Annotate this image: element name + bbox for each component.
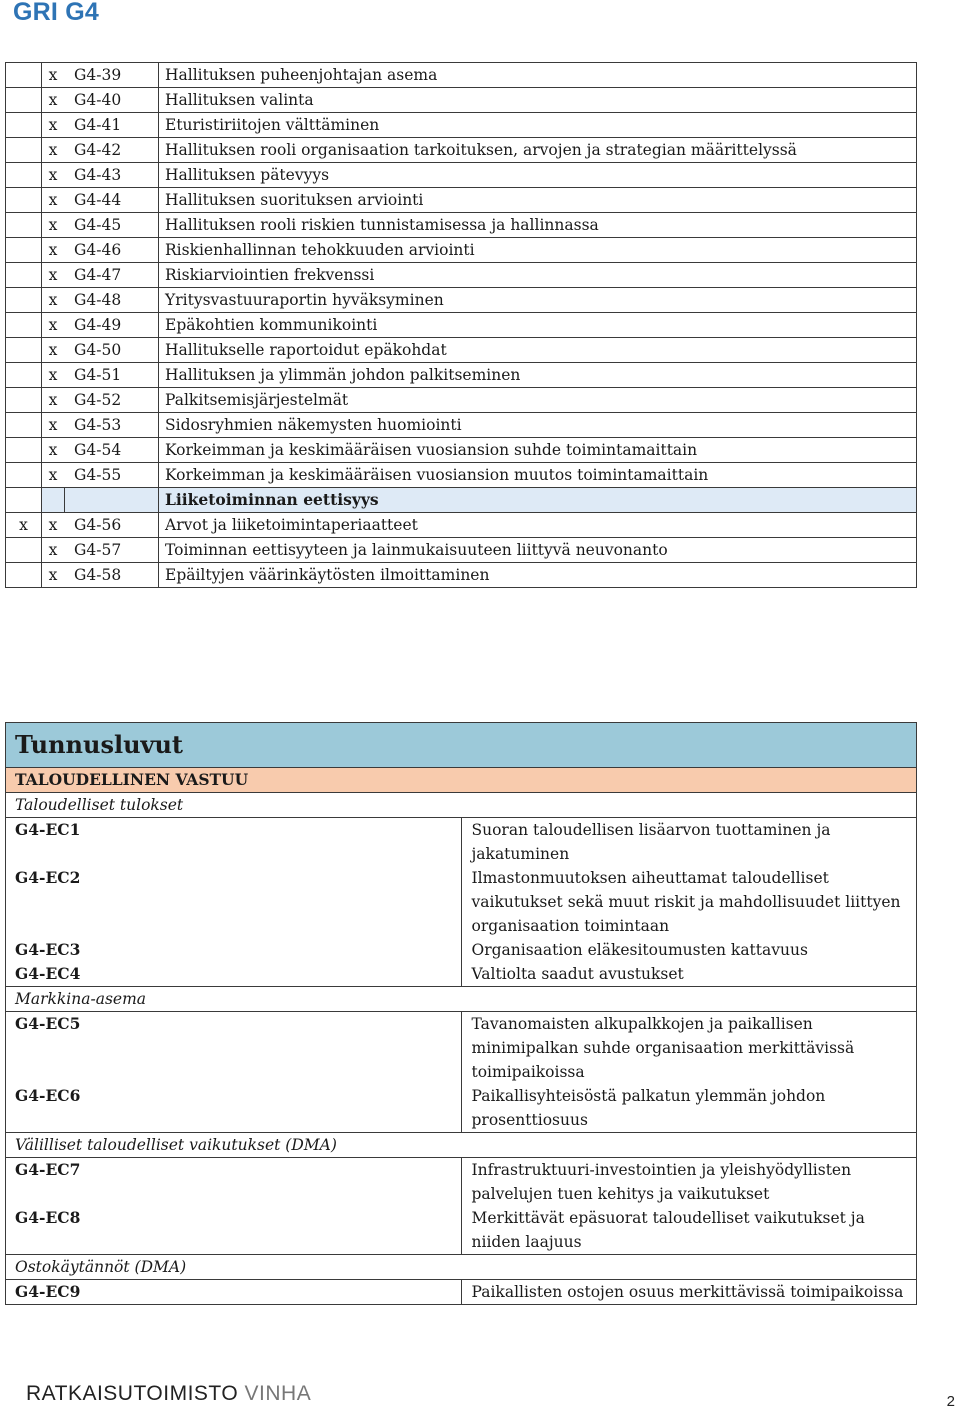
gri-mark-1	[6, 363, 42, 388]
gri-mark-1	[6, 263, 42, 288]
gri-mark-2: x	[42, 538, 65, 563]
indicator-row	[6, 1206, 917, 1255]
indicator-row	[6, 962, 917, 987]
gri-empty-cell	[64, 488, 159, 513]
indicator-row	[6, 1012, 917, 1085]
gri-mark-2: x	[42, 438, 65, 463]
gri-description: Hallituksen ja ylimmän johdon palkitseminen	[159, 363, 917, 388]
gri-mark-1	[6, 138, 42, 163]
taloudellinen-vastuu-heading: TALOUDELLINEN VASTUU	[6, 768, 917, 793]
indicator-description: Infrastruktuuri-investointien ja yleishyödyllisten palvelujen tuen kehitys ja vaikutukset	[461, 1158, 917, 1207]
gri-row	[6, 388, 917, 413]
indicator-row	[6, 866, 917, 938]
gri-row	[6, 63, 917, 88]
logo-light-text: VINHA	[244, 1382, 312, 1405]
indicator-code: G4-EC2	[6, 866, 462, 938]
gri-mark-1: x	[6, 513, 42, 538]
gri-code: G4-41	[64, 113, 159, 138]
gri-mark-1	[6, 413, 42, 438]
gri-code: G4-43	[64, 163, 159, 188]
gri-mark-2: x	[42, 163, 65, 188]
category-label: Markkina-asema	[6, 987, 917, 1012]
gri-row	[6, 513, 917, 538]
indicator-code: G4-EC8	[6, 1206, 462, 1255]
gri-code: G4-44	[64, 188, 159, 213]
gri-code: G4-53	[64, 413, 159, 438]
indicator-row	[6, 1280, 917, 1305]
tunnusluvut-heading-row	[6, 723, 917, 768]
gri-description: Epäkohtien kommunikointi	[159, 313, 917, 338]
gri-description: Hallituksen suorituksen arviointi	[159, 188, 917, 213]
gri-row	[6, 538, 917, 563]
indicator-description: Tavanomaisten alkupalkkojen ja paikallisen minimipalkan suhde organisaation merkittävissä toimipaikoissa	[461, 1012, 917, 1085]
gri-mark-2: x	[42, 338, 65, 363]
indicator-code: G4-EC9	[6, 1280, 462, 1305]
gri-description: Korkeimman ja keskimääräisen vuosiansion muutos toimintamaittain	[159, 463, 917, 488]
category-row	[6, 987, 917, 1012]
gri-mark-2: x	[42, 138, 65, 163]
gri-description: Eturistiriitojen välttäminen	[159, 113, 917, 138]
gri-description: Hallitukselle raportoidut epäkohdat	[159, 338, 917, 363]
tunnusluvut-subheading-row	[6, 768, 917, 793]
ratkaisutoimisto-vinha-logo	[26, 1382, 311, 1406]
gri-description: Korkeimman ja keskimääräisen vuosiansion suhde toimintamaittain	[159, 438, 917, 463]
gri-description: Toiminnan eettisyyteen ja lainmukaisuuteen liittyvä neuvonanto	[159, 538, 917, 563]
gri-empty-cell	[6, 488, 42, 513]
indicator-row	[6, 818, 917, 867]
indicator-description: Ilmastonmuutoksen aiheuttamat taloudelliset vaikutukset sekä muut riskit ja mahdollisuudet liittyen organisaation toimintaan	[461, 866, 917, 938]
gri-mark-2: x	[42, 388, 65, 413]
gri-mark-1	[6, 113, 42, 138]
gri-index-table	[5, 62, 917, 588]
category-label: Välilliset taloudelliset vaikutukset (DMA)	[6, 1133, 917, 1158]
gri-mark-2: x	[42, 238, 65, 263]
gri-empty-cell	[42, 488, 65, 513]
gri-row	[6, 138, 917, 163]
gri-description: Palkitsemisjärjestelmät	[159, 388, 917, 413]
gri-mark-1	[6, 88, 42, 113]
gri-mark-2: x	[42, 313, 65, 338]
gri-mark-1	[6, 213, 42, 238]
indicator-code: G4-EC6	[6, 1084, 462, 1133]
gri-mark-1	[6, 188, 42, 213]
indicator-row	[6, 938, 917, 962]
gri-row	[6, 163, 917, 188]
gri-mark-1	[6, 538, 42, 563]
gri-description: Hallituksen pätevyys	[159, 163, 917, 188]
gri-description: Hallituksen valinta	[159, 88, 917, 113]
gri-mark-1	[6, 238, 42, 263]
category-label: Taloudelliset tulokset	[6, 793, 917, 818]
gri-section-title: Liiketoiminnan eettisyys	[159, 488, 917, 513]
gri-row	[6, 363, 917, 388]
gri-code: G4-55	[64, 463, 159, 488]
tunnusluvut-table	[5, 722, 917, 1305]
gri-code: G4-46	[64, 238, 159, 263]
gri-row	[6, 238, 917, 263]
gri-mark-2: x	[42, 88, 65, 113]
category-label: Ostokäytännöt (DMA)	[6, 1255, 917, 1280]
indicator-description: Merkittävät epäsuorat taloudelliset vaikutukset ja niiden laajuus	[461, 1206, 917, 1255]
gri-row	[6, 413, 917, 438]
gri-row	[6, 338, 917, 363]
gri-code: G4-47	[64, 263, 159, 288]
gri-row	[6, 463, 917, 488]
gri-mark-1	[6, 563, 42, 588]
gri-mark-1	[6, 163, 42, 188]
gri-mark-1	[6, 388, 42, 413]
gri-row	[6, 188, 917, 213]
gri-description: Arvot ja liiketoimintaperiaatteet	[159, 513, 917, 538]
gri-row	[6, 288, 917, 313]
gri-row	[6, 213, 917, 238]
gri-code: G4-39	[64, 63, 159, 88]
category-row	[6, 793, 917, 818]
indicator-code: G4-EC7	[6, 1158, 462, 1207]
gri-code: G4-45	[64, 213, 159, 238]
indicator-description: Paikallisten ostojen osuus merkittävissä toimipaikoissa	[461, 1280, 917, 1305]
indicator-description: Suoran taloudellisen lisäarvon tuottaminen ja jakatuminen	[461, 818, 917, 867]
gri-description: Yritysvastuuraportin hyväksyminen	[159, 288, 917, 313]
gri-description: Riskiarviointien frekvenssi	[159, 263, 917, 288]
gri-row	[6, 313, 917, 338]
gri-code: G4-48	[64, 288, 159, 313]
page-title: GRI G4	[13, 0, 99, 26]
indicator-description: Valtiolta saadut avustukset	[461, 962, 917, 987]
indicator-row	[6, 1158, 917, 1207]
gri-row	[6, 113, 917, 138]
gri-mark-1	[6, 463, 42, 488]
gri-description: Riskienhallinnan tehokkuuden arviointi	[159, 238, 917, 263]
gri-mark-2: x	[42, 113, 65, 138]
gri-mark-2: x	[42, 63, 65, 88]
gri-mark-1	[6, 438, 42, 463]
gri-description: Epäiltyjen väärinkäytösten ilmoittaminen	[159, 563, 917, 588]
gri-row	[6, 563, 917, 588]
gri-mark-1	[6, 288, 42, 313]
gri-code: G4-49	[64, 313, 159, 338]
gri-mark-1	[6, 338, 42, 363]
gri-code: G4-52	[64, 388, 159, 413]
gri-code: G4-54	[64, 438, 159, 463]
gri-code: G4-58	[64, 563, 159, 588]
logo-main-text: RATKAISUTOIMISTO	[26, 1382, 239, 1405]
gri-mark-2: x	[42, 188, 65, 213]
indicator-description: Paikallisyhteisöstä palkatun ylemmän johdon prosenttiosuus	[461, 1084, 917, 1133]
gri-code: G4-42	[64, 138, 159, 163]
indicator-code: G4-EC1	[6, 818, 462, 867]
gri-code: G4-51	[64, 363, 159, 388]
gri-mark-2: x	[42, 213, 65, 238]
gri-mark-2: x	[42, 363, 65, 388]
category-row	[6, 1255, 917, 1280]
gri-description: Sidosryhmien näkemysten huomiointi	[159, 413, 917, 438]
gri-mark-2: x	[42, 563, 65, 588]
gri-description: Hallituksen puheenjohtajan asema	[159, 63, 917, 88]
indicator-description: Organisaation eläkesitoumusten kattavuus	[461, 938, 917, 962]
gri-code: G4-56	[64, 513, 159, 538]
indicator-code: G4-EC3	[6, 938, 462, 962]
gri-section-row	[6, 488, 917, 513]
page-number: 2	[946, 1393, 955, 1410]
gri-mark-1	[6, 313, 42, 338]
indicator-code: G4-EC4	[6, 962, 462, 987]
gri-description: Hallituksen rooli riskien tunnistamisessa ja hallinnassa	[159, 213, 917, 238]
gri-row	[6, 263, 917, 288]
indicator-code: G4-EC5	[6, 1012, 462, 1085]
gri-mark-2: x	[42, 288, 65, 313]
gri-mark-2: x	[42, 463, 65, 488]
tunnusluvut-heading: Tunnusluvut	[6, 723, 917, 768]
gri-description: Hallituksen rooli organisaation tarkoituksen, arvojen ja strategian määrittelyssä	[159, 138, 917, 163]
gri-mark-2: x	[42, 413, 65, 438]
category-row	[6, 1133, 917, 1158]
gri-mark-2: x	[42, 263, 65, 288]
indicator-row	[6, 1084, 917, 1133]
gri-mark-1	[6, 63, 42, 88]
gri-code: G4-40	[64, 88, 159, 113]
gri-code: G4-57	[64, 538, 159, 563]
gri-code: G4-50	[64, 338, 159, 363]
gri-mark-2: x	[42, 513, 65, 538]
gri-row	[6, 438, 917, 463]
gri-row	[6, 88, 917, 113]
